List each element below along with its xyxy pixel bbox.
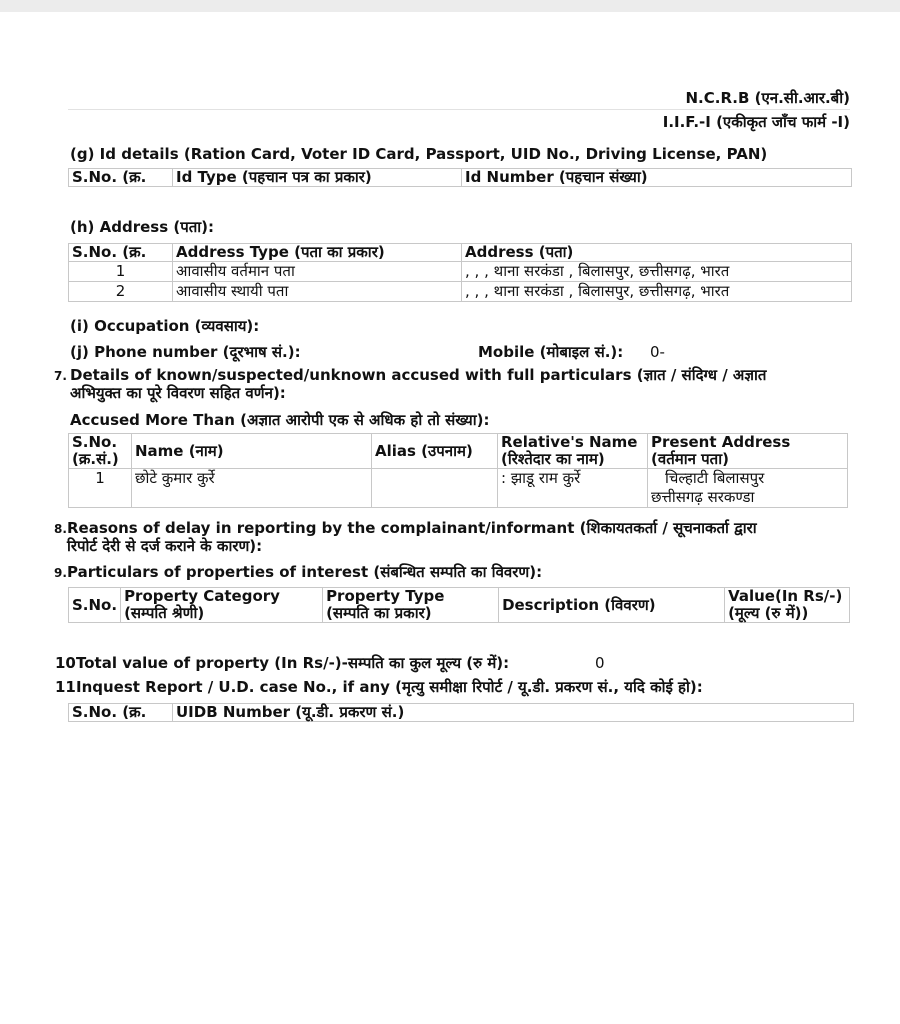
section10-number: 10: [55, 654, 76, 672]
table-row: [69, 434, 848, 469]
col-sno: S.No. (क्र.: [69, 169, 173, 187]
table-row: [69, 469, 848, 508]
col-address-en: Present Address: [651, 433, 791, 451]
form-header: I.I.F.-I (एकीकृत जाँच फार्म -I): [662, 113, 850, 131]
col-relative-hi: (रिश्तेदार का नाम): [501, 450, 605, 468]
cell-address-type: आवासीय वर्तमान पता: [173, 262, 462, 282]
col-id-number: Id Number (पहचान संख्या): [462, 169, 852, 187]
section8-line2: रिपोर्ट देरी से दर्ज कराने के कारण):: [67, 537, 263, 555]
cell-address-type: आवासीय स्थायी पता: [173, 282, 462, 302]
top-bar: [0, 0, 900, 12]
inquest-label: Inquest Report / U.D. case No., if any (मृत्यु समीक्षा रिपोर्ट / यू.डी. प्रकरण सं., यदि कोई हो):: [76, 678, 703, 696]
table-row: [69, 262, 852, 282]
col-relative-en: Relative's Name: [501, 433, 638, 451]
col-description: Description (विवरण): [499, 588, 725, 623]
col-sno-en: S.No.: [72, 433, 118, 451]
col-type-hi: (सम्पति का प्रकार): [326, 604, 432, 622]
cell-address: , , , थाना सरकंडा , बिलासपुर, छत्तीसगढ़, भारत: [462, 282, 852, 302]
cell-sno: 1: [69, 262, 173, 282]
col-relative: [498, 434, 648, 469]
col-address: Address (पता): [462, 244, 852, 262]
col-id-type: Id Type (पहचान पत्र का प्रकार): [173, 169, 462, 187]
section9-number: 9.: [54, 566, 67, 580]
col-property-type: [323, 588, 499, 623]
accused-table: [68, 433, 848, 508]
cell-address: , , , थाना सरकंडा , बिलासपुर, छत्तीसगढ़, भारत: [462, 262, 852, 282]
col-address-type: Address Type (पता का प्रकार): [173, 244, 462, 262]
cell-sno: 1: [69, 469, 132, 508]
col-name: Name (नाम): [132, 434, 372, 469]
id-details-title: (g) Id details (Ration Card, Voter ID Card, Passport, UID No., Driving License, PAN): [70, 145, 768, 163]
col-value-en: Value(In Rs/-): [728, 587, 843, 605]
section9-title: Particulars of properties of interest (संबन्धित सम्पति का विवरण):: [67, 563, 543, 581]
col-sno-hi: (क्र.सं.): [72, 450, 119, 468]
section11-number: 11: [55, 678, 76, 696]
col-category-en: Property Category: [124, 587, 280, 605]
col-uidb-number: UIDB Number (यू.डी. प्रकरण सं.): [173, 704, 854, 722]
total-value-label: Total value of property (In Rs/-)-सम्पति का कुल मूल्य (रु में):: [76, 654, 510, 672]
col-sno: S.No.: [69, 588, 121, 623]
col-value: [725, 588, 850, 623]
address-line1: चिल्हाटी बिलासपुर: [665, 469, 765, 487]
header-rule: [68, 109, 850, 110]
mobile-label: Mobile (मोबाइल सं.):: [478, 343, 624, 361]
accused-more-label: Accused More Than (अज्ञात आरोपी एक से अधिक हो तो संख्या):: [70, 411, 490, 429]
col-address-hi: (वर्तमान पता): [651, 450, 729, 468]
table-row: [69, 588, 850, 623]
occupation-label: (i) Occupation (व्यवसाय):: [70, 317, 260, 335]
section8-number: 8.: [54, 522, 67, 536]
address-line2: छत्तीसगढ़ सरकण्डा: [651, 488, 755, 506]
section7-number: 7.: [54, 369, 67, 383]
table-row: [69, 704, 854, 722]
col-value-hi: (मूल्य (रु में)): [728, 604, 809, 622]
col-present-address: [648, 434, 848, 469]
col-sno: S.No. (क्र.: [69, 704, 173, 722]
properties-table: [68, 587, 850, 623]
section7-line1: Details of known/suspected/unknown accused with full particulars (ज्ञात / संदिग्ध / अज्ञात: [70, 366, 767, 384]
phone-label: (j) Phone number (दूरभाष सं.):: [70, 343, 301, 361]
col-alias: Alias (उपनाम): [372, 434, 498, 469]
col-property-category: [121, 588, 323, 623]
mobile-value: 0-: [650, 343, 665, 361]
ncrb-header: N.C.R.B (एन.सी.आर.बी): [685, 89, 850, 107]
col-type-en: Property Type: [326, 587, 445, 605]
cell-sno: 2: [69, 282, 173, 302]
address-title: (h) Address (पता):: [70, 218, 215, 236]
col-sno: [69, 434, 132, 469]
id-details-table: [68, 168, 852, 187]
section7-line2: अभियुक्त का पूरे विवरण सहित वर्णन):: [70, 384, 286, 402]
table-row: [69, 244, 852, 262]
col-sno: S.No. (क्र.: [69, 244, 173, 262]
total-value: 0: [595, 654, 605, 672]
section8-line1: Reasons of delay in reporting by the complainant/informant (शिकायतकर्ता / सूचनाकर्ता द्वारा: [67, 519, 757, 537]
col-category-hi: (सम्पति श्रेणी): [124, 604, 205, 622]
table-row: [69, 282, 852, 302]
inquest-table: [68, 703, 854, 722]
table-row: [69, 169, 852, 187]
cell-alias: [372, 469, 498, 508]
cell-relative: : झाडू राम कुर्रे: [498, 469, 648, 508]
cell-name: छोटे कुमार कुर्रे: [132, 469, 372, 508]
address-table: [68, 243, 852, 302]
cell-present-address: [648, 469, 848, 508]
